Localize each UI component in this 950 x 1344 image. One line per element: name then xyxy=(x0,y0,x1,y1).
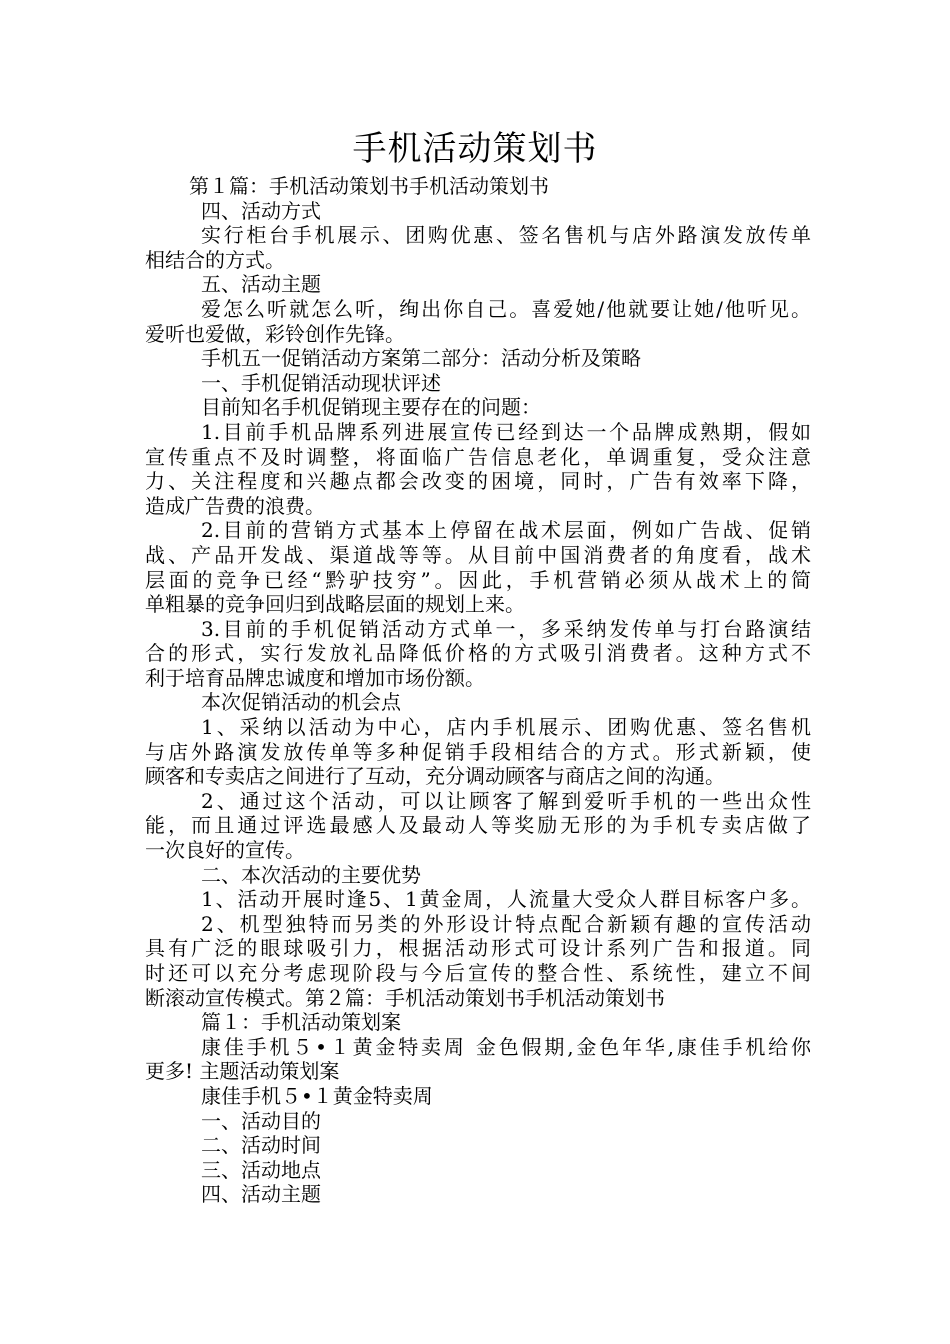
text-line: 爱怎么听就怎么听，绚出你自己。喜爱她/他就要让她/他听见。 xyxy=(201,296,811,321)
text-line: 二、本次活动的主要优势 xyxy=(201,862,421,887)
document-title: 手机活动策划书 xyxy=(352,129,598,169)
text-line: 本次促销活动的机会点 xyxy=(201,690,401,715)
text-line: 合的形式，实行发放礼品降低价格的方式吸引消费者。这种方式不 xyxy=(145,641,811,666)
text-line: 1.目前手机品牌系列进展宣传已经到达一个品牌成熟期，假如 xyxy=(201,419,811,444)
text-line: 四、活动方式 xyxy=(201,198,321,223)
text-line: 层面的竞争已经“黔驴技穷”。因此，手机营销必须从战术上的简 xyxy=(145,567,811,592)
text-line: 战、产品开发战、渠道战等等。从目前中国消费者的角度看，战术 xyxy=(145,542,811,567)
text-line: 二、活动时间 xyxy=(201,1133,321,1158)
text-line: 2.目前的营销方式基本上停留在战术层面，例如广告战、促销 xyxy=(201,518,811,543)
text-line: 目前知名手机促销现主要存在的问题： xyxy=(201,395,541,420)
text-line: 康佳手机５•１黄金特卖周 金色假期,金色年华,康佳手机给你 xyxy=(201,1034,811,1059)
text-line: 断滚动宣传模式。第２篇：手机活动策划书手机活动策划书 xyxy=(145,985,665,1010)
text-line: 顾客和专卖店之间进行了互动，充分调动顾客与商店之间的沟通。 xyxy=(145,764,725,789)
text-line: 具有广泛的眼球吸引力，根据活动形式可设计系列广告和报道。同 xyxy=(145,936,811,961)
text-line: 1、活动开展时逢5、1黄金周，人流量大受众人群目标客户多。 xyxy=(201,887,811,912)
document-body xyxy=(145,174,811,1207)
text-line: 四、活动主题 xyxy=(201,1182,321,1207)
text-line: 宣传重点不及时调整，将面临广告信息老化，单调重复，受众注意 xyxy=(145,444,811,469)
text-line: 更多! 主题活动策划案 xyxy=(145,1059,340,1084)
text-line: 手机五一促销活动方案第二部分：活动分析及策略 xyxy=(201,346,641,371)
text-line: 五、活动主题 xyxy=(201,272,321,297)
text-line: 篇１：手机活动策划案 xyxy=(201,1010,401,1035)
text-line: 时还可以充分考虑现阶段与今后宣传的整合性、系统性，建立不间 xyxy=(145,961,811,985)
text-line: 1、采纳以活动为中心，店内手机展示、团购优惠、签名售机 xyxy=(201,715,811,740)
text-line: 与店外路演发放传单等多种促销手段相结合的方式。形式新颖，使 xyxy=(145,739,811,764)
text-line: 2、通过这个活动，可以让顾客了解到爱听手机的一些出众性 xyxy=(201,788,811,813)
text-line: 爱听也爱做，彩铃创作先锋。 xyxy=(145,321,405,346)
text-line: 康佳手机５•１黄金特卖周 xyxy=(201,1083,433,1108)
text-line: 一、活动目的 xyxy=(201,1108,321,1133)
text-line: 相结合的方式。 xyxy=(145,247,285,272)
text-line: 单粗暴的竞争回归到战略层面的规划上来。 xyxy=(145,592,525,617)
text-line: 造成广告费的浪费。 xyxy=(145,493,325,518)
text-line: 实行柜台手机展示、团购优惠、签名售机与店外路演发放传单 xyxy=(201,223,811,248)
text-line: 力、关注程度和兴趣点都会改变的困境，同时，广告有效率下降， xyxy=(145,469,811,494)
text-line: 第１篇：手机活动策划书手机活动策划书 xyxy=(189,174,549,198)
text-line: 利于培育品牌忠诚度和增加市场份额。 xyxy=(145,665,485,690)
text-line: 一次良好的宣传。 xyxy=(145,838,305,863)
text-line: 三、活动地点 xyxy=(201,1157,321,1182)
text-line: 3.目前的手机促销活动方式单一，多采纳发传单与打台路演结 xyxy=(201,616,811,641)
text-line: 能，而且通过评选最感人及最动人等奖励无形的为手机专卖店做了 xyxy=(145,813,811,838)
text-line: 一、手机促销活动现状评述 xyxy=(201,370,441,395)
text-line: 2、机型独特而另类的外形设计特点配合新颖有趣的宣传活动 xyxy=(201,911,811,936)
